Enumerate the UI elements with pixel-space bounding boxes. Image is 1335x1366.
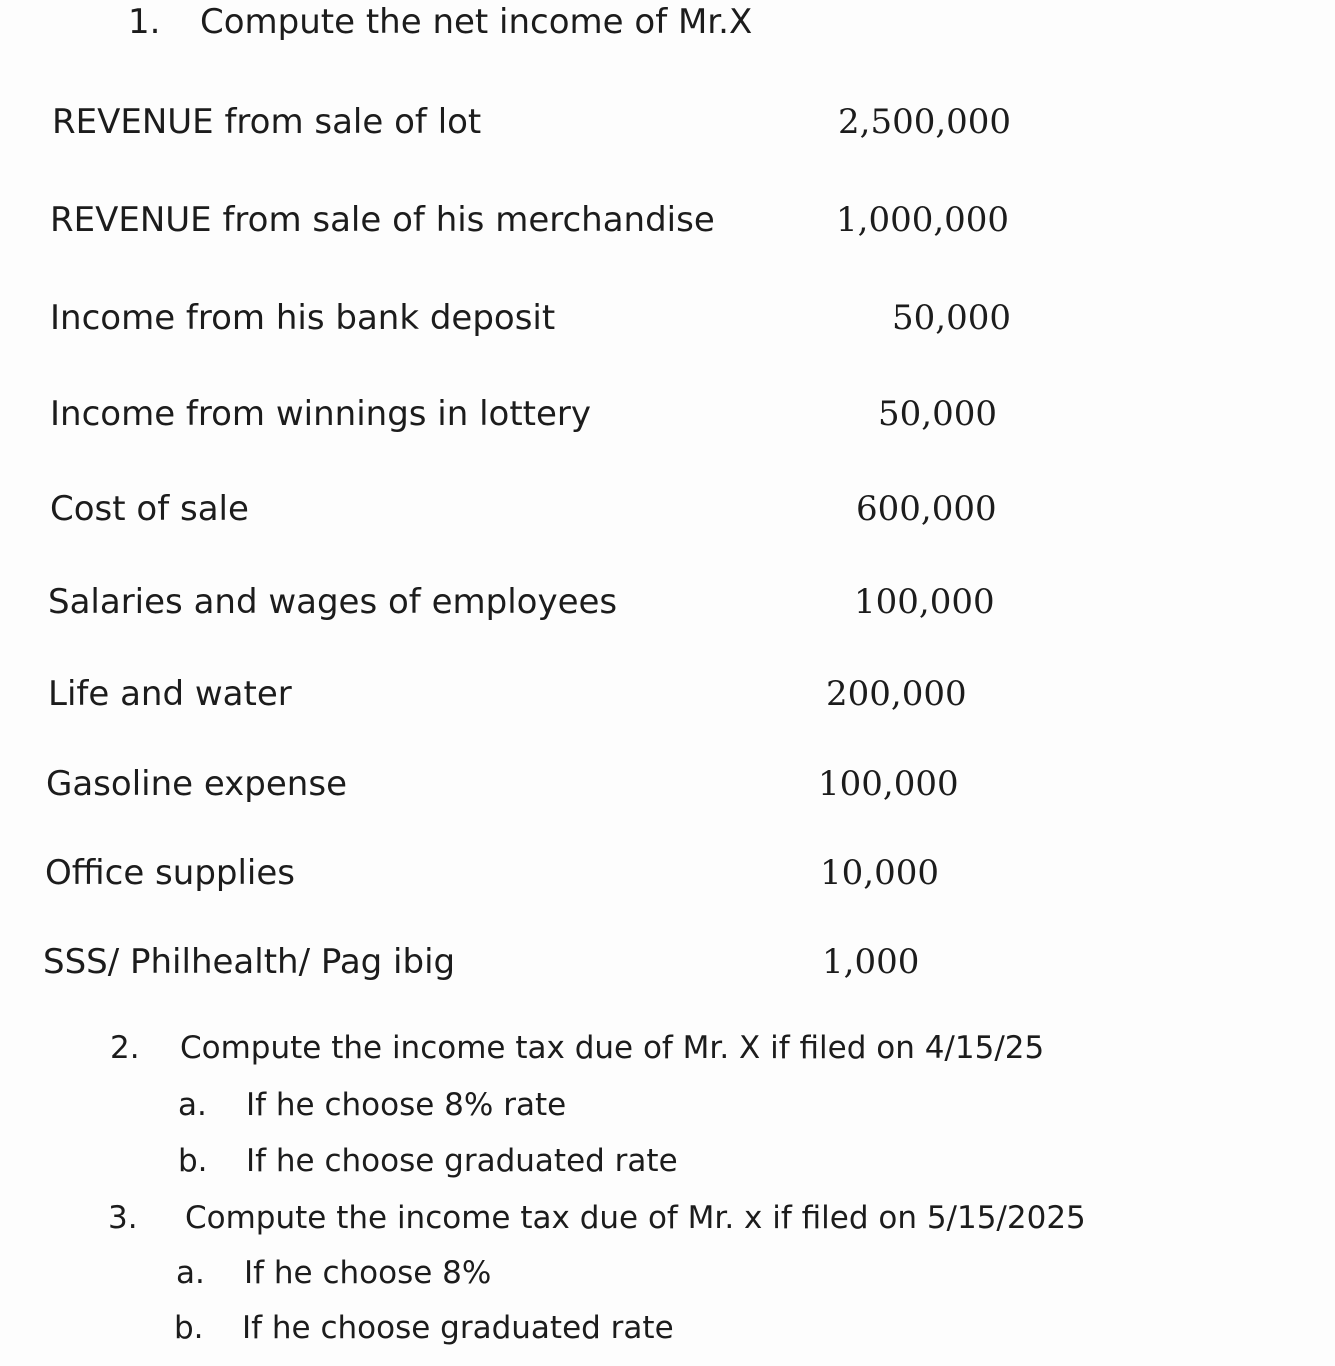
item-label: REVENUE from sale of his merchandise — [50, 200, 715, 240]
question-3 — [108, 1197, 1086, 1239]
list-item — [0, 580, 1335, 624]
option-letter: b. — [178, 1143, 208, 1179]
option-text: If he choose graduated rate — [242, 1310, 674, 1346]
question-3-option-a — [176, 1252, 491, 1294]
list-item — [0, 100, 1335, 144]
list-item — [0, 392, 1335, 436]
question-2 — [110, 1027, 1044, 1069]
list-item — [0, 851, 1335, 895]
option-letter: a. — [178, 1087, 207, 1123]
option-letter: a. — [176, 1255, 205, 1291]
list-item — [0, 672, 1335, 716]
question-2-option-a — [178, 1084, 566, 1126]
item-amount: 600,000 — [856, 489, 997, 529]
item-amount: 1,000 — [822, 942, 920, 982]
list-item — [0, 296, 1335, 340]
option-letter: b. — [174, 1310, 204, 1346]
list-item — [0, 198, 1335, 242]
item-label: Life and water — [48, 674, 292, 714]
item-label: Gasoline expense — [46, 764, 347, 804]
question-3-option-b — [174, 1307, 674, 1349]
item-amount: 200,000 — [826, 674, 967, 714]
item-label: Income from winnings in lottery — [50, 394, 592, 434]
item-amount: 50,000 — [892, 298, 1011, 338]
item-amount: 2,500,000 — [838, 102, 1012, 142]
question-3-text: Compute the income tax due of Mr. x if filed on 5/15/2025 — [185, 1200, 1086, 1236]
item-amount: 100,000 — [818, 764, 959, 804]
question-2-text: Compute the income tax due of Mr. X if filed on 4/15/25 — [180, 1030, 1045, 1066]
list-item — [0, 762, 1335, 806]
item-amount: 10,000 — [820, 853, 939, 893]
question-3-number: 3. — [108, 1200, 138, 1236]
item-label: Cost of sale — [50, 489, 249, 529]
item-label: REVENUE from sale of lot — [52, 102, 482, 142]
item-label: Income from his bank deposit — [50, 298, 556, 338]
option-text: If he choose 8% rate — [246, 1087, 567, 1123]
item-label: Salaries and wages of employees — [48, 582, 618, 622]
question-1-heading — [128, 0, 752, 44]
option-text: If he choose 8% — [244, 1255, 492, 1291]
question-2-option-b — [178, 1140, 678, 1182]
item-amount: 50,000 — [878, 394, 997, 434]
list-item — [0, 487, 1335, 531]
option-text: If he choose graduated rate — [246, 1143, 678, 1179]
question-1-number: 1. — [128, 2, 161, 42]
item-label: Office supplies — [45, 853, 296, 893]
item-label: SSS/ Philhealth/ Pag ibig — [43, 942, 456, 982]
item-amount: 100,000 — [854, 582, 995, 622]
item-amount: 1,000,000 — [836, 200, 1010, 240]
question-2-number: 2. — [110, 1030, 140, 1066]
question-1-text: Compute the net income of Mr.X — [200, 2, 753, 42]
list-item — [0, 940, 1335, 984]
